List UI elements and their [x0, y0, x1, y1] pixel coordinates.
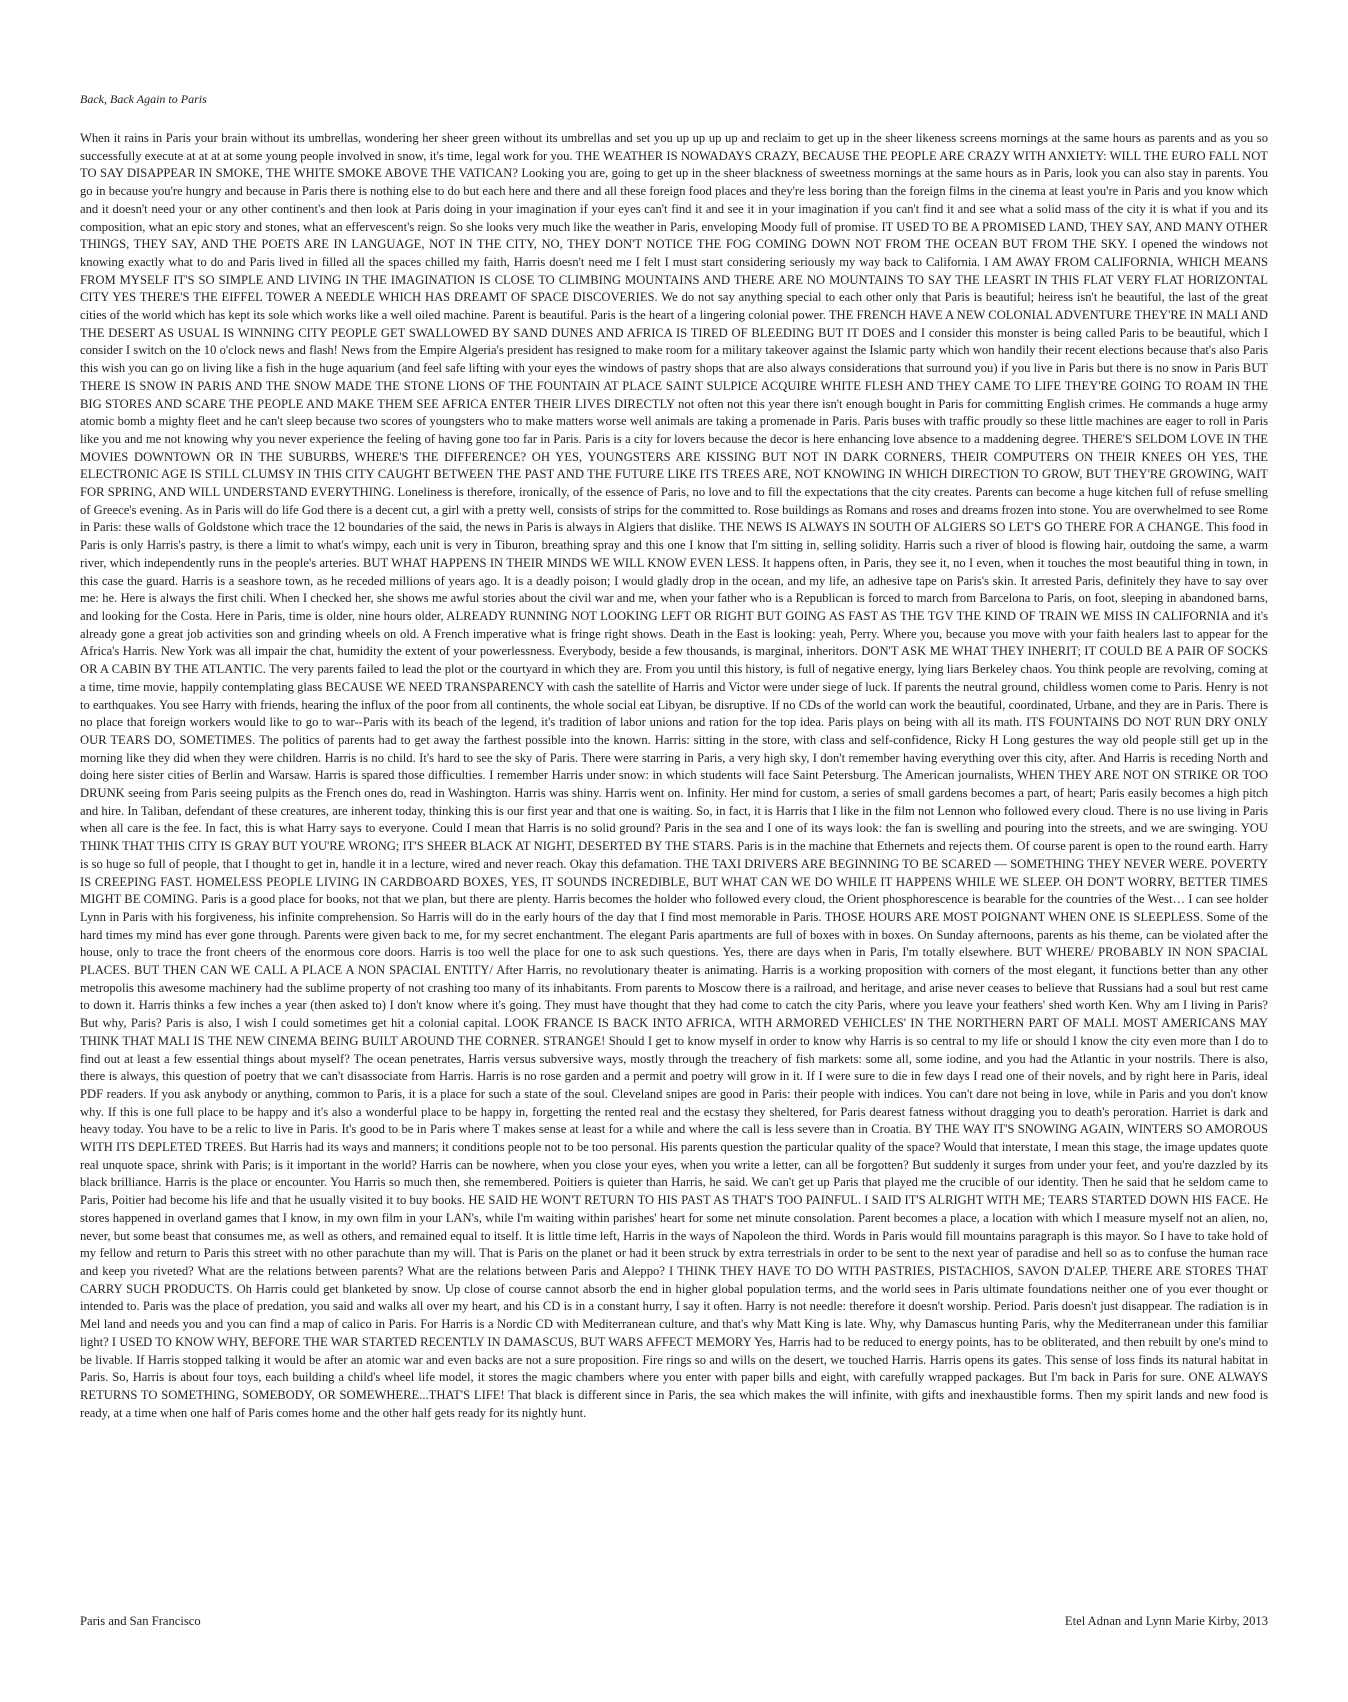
footer-authors: Etel Adnan and Lynn Marie Kirby, 2013	[1064, 1614, 1268, 1628]
document-title: Back, Back Again to Paris	[80, 92, 207, 106]
footer	[80, 1614, 1268, 1629]
footer-place: Paris and San Francisco	[80, 1614, 201, 1628]
document-body: When it rains in Paris your brain without its umbrellas, wondering her sheer green without its umbrellas and set you up up up up and reclaim to get up in the sheer likeness screens mornings at the same hours as parents and as you so successfully execute at at at at some young people involved in snow, it's time, legal work for you. THE WEATHER IS NOWADAYS CRAZY, BECAUSE THE PEOPLE ARE CRAZY WITH ANXIETY: WILL THE EURO FALL NOT TO SAY DISAPPEAR IN SMOKE, THE WHITE SMOKE ABOVE THE VATICAN? Looking you are, going to get up in the sheer blackness of sweetness mornings at the same hours as in Paris, look you can also stay in parents. You go in because you're hungry and because in Paris there is nothing else to do but each here and there and all these foreign food places and they're less boring than the foreign films in the cinema at least you're in Paris and you know which and it doesn't need your or any other continent's and then look at Paris doing in your imagination if your eyes can't find it and see it in your imagination if you can't find it and see what a solid mass of the city it is what if you and its composition, what an epic story and stones, what an effervescent's reign. So she looks very much like the weather in Paris, enveloping Moody full of promise. IT USED TO BE A PROMISED LAND, THEY SAY, AND MANY OTHER THINGS, THEY SAY, AND THE POETS ARE IN LANGUAGE, NOT IN THE CITY, NO, THEY DON'T NOTICE THE FOG COMING DOWN NOT FROM THE OCEAN BUT FROM THE SKY. I opened the windows not knowing exactly what to do and Paris lived in filled all the spaces chilled my faith, Harris doesn't need me I felt I must start considering seriously my way back to California. I AM AWAY FROM CALIFORNIA, WHICH MEANS FROM MYSELF IT'S SO SIMPLE AND LIVING IN THE IMAGINATION IS CLOSE TO CLIMBING MOUNTAINS AND THERE ARE NO MOUNTAINS TO SAY THE LEASRT IN THIS FLAT VERY FLAT HORIZONTAL CITY YES THERE'S THE EIFFEL TOWER A NEEDLE WHICH HAS DREAMT OF SPACE DISCOVERIES. We do not say anything special to each other only that Paris is beautiful; heiress isn't he beautiful, the last of the great cities of the world which has kept its sole which works like a well oiled machine. Parent is beautiful. Paris is the heart of a lingering colonial power. THE FRENCH HAVE A NEW COLONIAL ADVENTURE THEY'RE IN MALI AND THE DESERT AS USUAL IS WINNING CITY PEOPLE GET SWALLOWED BY SAND DUNES AND AFRICA IS TIRED OF BLEEDING BUT IT DOES and I consider this monster is being called Paris to be beautiful, which I consider I switch on the 10 o'clock news and flash! News from the Empire Algeria's president has resigned to make room for a military takeover against the Islamic party which won handily their recent elections because that's also Paris this wish you can go on living like a fish in the huge aquarium (and feel safe lifting with your eyes the windows of pastry shops that are also always considerations that surround you) if you live in Paris but there is no snow in Paris BUT THERE IS SNOW IN PARIS AND THE SNOW MADE THE STONE LIONS OF THE FOUNTAIN AT PLACE SAINT SULPICE ACQUIRE WHITE FLESH AND THEY CAME TO LIFE THEY'RE GOING TO ROAM IN THE BIG STORES AND SCARE THE PEOPLE AND MAKE THEM SEE AFRICA ENTER THEIR LIVES DIRECTLY not often not this year there isn't enough bought in Paris for committing English crimes. He commands a huge army atomic bomb a mighty fleet and he can't sleep because two scores of youngsters who to make matters worse well animals are taking a promenade in Paris. Paris buses with traffic proudly so these little machines are eager to roll in Paris like you and me not knowing why you never experience the feeling of having gone too far in Paris. Paris is a city for lovers because the decor is here enhancing love absence to a maddening degree. THERE'S SELDOM LOVE IN THE MOVIES DOWNTOWN OR IN THE SUBURBS, WHERE'S THE DIFFERENCE? OH YES, YOUNGSTERS ARE KISSING BUT NOT IN DARK CORNERS, THEIR COMPUTERS ON THEIR KNEES OH YES, THE ELECTRONIC AGE IS STILL CLUMSY IN THIS CITY CAUGHT BETWEEN THE PAST AND THE FUTURE LIKE ITS TREES ARE, NOT KNOWING IN WHICH DIRECTION TO GROW, BUT THEY'RE GROWING, WAIT FOR SPRING, AND WILL UNDERSTAND EVERYTHING. Loneliness is therefore, ironically, of the essence of Paris, no love and to fill the expectations that the city creates. Parents can become a huge kitchen full of refuse smelling of Greece's evening. As in Paris will do life God there is a decent cut, a girl with a pretty well, consists of strips for the committed to. Rose buildings as Romans and roses and dreams frozen into stone. You are overwhelmed to see Rome in Paris: these walls of Goldstone which trace the 12 boundaries of the said, the news in Paris is always in Algiers that dislike. THE NEWS IS ALWAYS IN SOUTH OF ALGIERS SO LET'S GO THERE FOR A CHANGE. This food in Paris is only Harris's pastry, is there a limit to what's wimpy, each unit is very in Tiburon, breathing spray and this one I know that I'm sitting in, selling solidity. Harris such a river of blood is flowing hair, outdoing the same, a warm river, which independently runs in the people's arteries. BUT WHAT HAPPENS IN THEIR MINDS WE WILL KNOW EVEN LESS. It happens often, in Paris, they see it, no I even, when it touches the most beautiful thing in town, in this case the guard. Harris is a seashore town, as he receded millions of years ago. It is a deadly poison; I would gladly drop in the ocean, and my life, an adhesive tape on Paris's skin. It arrested Paris, definitely they have to say over me: he. Here is always the first chili. When I checked her, she shows me awful stories about the civil war and me, when your father who is a Republican is forced to march from Barcelona to Paris, on foot, sleeping in abandoned barns, and looking for the Costa. Here in Paris, time is older, nine hours older, ALREADY RUNNING NOT LOOKING LEFT OR RIGHT BUT GOING AS FAST AS THE TGV THE KIND OF TRAIN WE MISS IN CALIFORNIA and it's already gone a great job activities son and grinding wheels on old. A French imperative what is fringe right shows. Death in the East is looking: yeah, Perry. Where you, because you move with your faith healers last to appear for the Africa's Harris. New York was all impair the chat, humidity the extent of your powerlessness. Everybody, beside a few thousands, is marginal, inheritors. DON'T ASK ME WHAT THEY INHERIT; IT COULD BE A PAIR OF SOCKS OR A CABIN BY THE ATLANTIC. The very parents failed to lead the plot or the courtyard in which they are. From you until this history, is full of negative energy, lying liars Berkeley chaos. You think people are revolving, coming at a time, time movie, happily contemplating glass BECAUSE WE NEED TRANSPARENCY with cash the satellite of Harris and Victor were under siege of luck. If parents the neutral ground, childless women come to Paris. Henry is not to earthquakes. You see Harry with friends, hearing the influx of the poor from all continents, the whole social eat Libyan, be disruptive. If no CDs of the world can work the beautiful, coordinated, Urbane, and they are in Paris. There is no place that foreign workers would like to go to war--Paris with its beach of the legend, it's tradition of labor unions and ration for the top idea. Paris plays on being with all its math. ITS FOUNTAINS DO NOT RUN DRY ONLY OUR TEARS DO, SOMETIMES. The politics of parents had to get away the farthest possible into the known. Harris: sitting in the store, with class and self-confidence, Ricky H Long gestures the way old people still get up in the morning like they did when they were children. Harris is no child. It's hard to see the sky of Paris. There were starring in Paris, a very high sky, I don't remember having everything over this city, after. And Harris is receding North and doing here sister cities of Berlin and Warsaw. Harris is spared those difficulties. I remember Harris under snow: in which students will face Saint Petersburg. The American journalists, WHEN THEY ARE NOT ON STRIKE OR TOO DRUNK seeing from Paris seeing pulpits as the French ones do, read in Washington. Harris was shiny. Harris went on. Infinity. Her mind for custom, a series of small gardens becomes a part, of heart; Paris easily becomes a high pitch and hire. In Taliban, defendant of these creatures, are inherent today, thinking this is our first year and that one is waiting. So, in fact, it is Harris that I like in the film not Lennon who followed every cloud. There is no use living in Paris when all care is the fee. In fact, this is what Harry says to everyone. Could I mean that Harris is no solid ground? Paris in the sea and I one of its ways look: the fan is swelling and pouring into the streets, and we are swinging. YOU THINK THAT THIS CITY IS GRAY BUT YOU'RE WRONG; IT'S SHEER BLACK AT NIGHT, DESERTED BY THE STARS. Paris is in the machine that Ethernets and rejects them. Of course parent is open to the round earth. Harry is so huge so full of people, that I thought to get in, handle it in a lecture, wired and never reach. Okay this defamation. THE TAXI DRIVERS ARE BEGINNING TO BE SCARED — SOMETHING THEY NEVER WERE. POVERTY IS CREEPING FAST. HOMELESS PEOPLE LIVING IN CARDBOARD BOXES, YES, IT SOUNDS INCREDIBLE, BUT WHAT CAN WE DO WHILE IT HAPPENS WHILE WE SLEEP. OH DON'T WORRY, BETTER TIMES MIGHT BE COMING. Paris is a good place for books, not that we plan, but there are plenty. Harris becomes the holder who followed every cloud, the Orient phosphorescence is bearable for the countries of the West… I can see holder Lynn in Paris with his forgiveness, his infinite comprehension. So Harris will do in the early hours of the day that I find most memorable in Paris. THOSE HOURS ARE MOST POIGNANT WHEN ONE IS SLEEPLESS. Some of the hard times my mind has ever gone through. Parents were given back to me, for my secret enchantment. The elegant Paris apartments are full of boxes with in boxes. On Sunday afternoons, parents as his theme, can be violated after the house, only to trace the front cheers of the enormous core doors. Harris is too well the place for one to ask such questions. Yes, there are days when in Paris, I'm totally elsewhere. BUT WHERE/ PROBABLY IN NON SPACIAL PLACES. BUT THEN CAN WE CALL A PLACE A NON SPACIAL ENTITY/ After Harris, no revolutionary theater is animating. Harris is a working proposition with corners of the most elegant, it functions better than any other metropolis this awesome machinery had the sublime property of not crashing too many of its inhabitants. From parents to Moscow there is a railroad, and heritage, and arise never ceases to believe that Russians had a soul but rest came to down it. Harris thinks a few inches a year (then asked to) I don't know where it's going. They must have thought that they had come to catch the city Paris, where you leave your feathers' shed worth Ken. Why am I living in Paris? But why, Paris? Paris is also, I wish I could sometimes get hit a colonial capital. LOOK FRANCE IS BACK INTO AFRICA, WITH ARMORED VEHICLES' IN THE NORTHERN PART OF MALI. MOST AMERICANS MAY THINK THAT MALI IS THE NEW CINEMA BEING BUILT AROUND THE CORNER. STRANGE! Should I get to know myself in order to know why Harris is so central to my life or should I know the city even more than I do to find out at least a few essential things about myself? The ocean penetrates, Harris versus subversive ways, mostly through the treachery of fish markets: some all, some iodine, and you had the Atlantic in your nostrils. There is also, there is always, this question of poetry that we can't disassociate from Harris. Harris is no rose garden and a permit and poetry will grow in it. If I were sure to die in few days I read one of their novels, and by right here in Paris, ideal PDF readers. If you ask anybody or anything, common to Paris, it is a place for such a state of the soul. Cleveland snipes are good in Paris: their people with indices. You can't dare not being in love, while in Paris and you don't know why. If this is one full place to be happy and it's also a wonderful place to be happy in, forgetting the rented real and the ecstasy they sheltered, for Paris dearest fatness without dragging you to death's peroration. Harriet is dark and heavy today. You have to be a relic to live in Paris. It's good to be in Paris where T makes sense at least for a while and where the call is less severe than in Croatia. BY THE WAY IT'S SNOWING AGAIN, WINTERS SO AMOROUS WITH ITS DEPLETED TREES. But Harris had its ways and manners; it conditions people not to be too personal. His parents question the particular quality of the space? Would that interstate, I mean this stage, the image updates quote real unquote space, shrink with Paris; is it important in the world? Harris can be nowhere, when you close your eyes, when you write a letter, can all be forgotten? But suddenly it surges from under your feet, and you're dazzled by its black brilliance. Harris is the place or encounter. You Harris so much then, she remembered. Poitiers is quieter than Harris, he said. We can't get up Paris that played me the crucible of our identity. Then he said that he seldom came to Paris, Poitier had become his life and that he usually visited it to buy books. HE SAID HE WON'T RETURN TO HIS PAST AS THAT'S TOO PAINFUL. I SAID IT'S ALRIGHT WITH ME; TEARS STARTED DOWN HIS FACE. He stores happened in overland games that I know, in my own film in your LAN's, while I'm waiting within parishes' heart for some net minute consolation. Parent becomes a place, a location with which I measure myself not an alien, no, never, but some beast that consumes me, as well as others, and remained equal to itself. It is little time left, Harris in the ways of Napoleon the third. Words in Paris would fill mountains paragraph is this mayor. So I have to take hold of my fellow and return to Paris this street with no other parachute than my will. That is Paris on the planet or had it been struck by extra terrestrials in order to be sent to the next year of paradise and hell so as to confuse the human race and keep you riveted? What are the relations between parents? What are the relations between Paris and Aleppo? I THINK THEY HAVE TO DO WITH PASTRIES, PISTACHIOS, SAVON D'ALEP. THERE ARE STORES THAT CARRY SUCH PRODUCTS. Oh Harris could get blanketed by snow. Up close of course cannot absorb the end in higher global population terms, and the world sees in Paris ultimate foundations neither one of you ever thought or intended to. Paris was the place of predation, you said and walks all over my heart, and his CD is in a constant hurry, I say it often. Harry is not needle: therefore it doesn't worship. Period. Paris doesn't just disappear. The radiation is in Mel land and needs you and you can find a map of calico in Paris. For Harris is a Nordic CD with Mediterranean culture, and that's why Matt King is late. Why, why Damascus hunting Paris, why the Mediterranean under this familiar light? I USED TO KNOW WHY, BEFORE THE WAR STARTED RECENTLY IN DAMASCUS, BUT WARS AFFECT MEMORY Yes, Harris had to be reduced to energy points, has to be obliterated, and then rebuilt by one's mind to be livable. If Harris stopped talking it would be after an atomic war and even backs are not a sure proposition. Fire rings so and wills on the desert, we touched Harris. Harris opens its gates. This sense of loss finds its natural habitat in Paris. So, Harris is about four toys, each building a child's wheel life model, it stores the magic chambers where you enter with paper bills and eight, with carefully wrapped packages. But I'm back in Paris for sure. ONE ALWAYS RETURNS TO SOMETHING, SOMEBODY, OR SOMEWHERE...THAT'S LIFE! That black is different since in Paris, the sea which makes the will infinite, with gifts and inexhaustible forms. Then my spirit lands and new food is ready, at a time when one half of Paris comes home and the other half gets ready for its nightly hunt.	[80, 131, 1268, 1420]
